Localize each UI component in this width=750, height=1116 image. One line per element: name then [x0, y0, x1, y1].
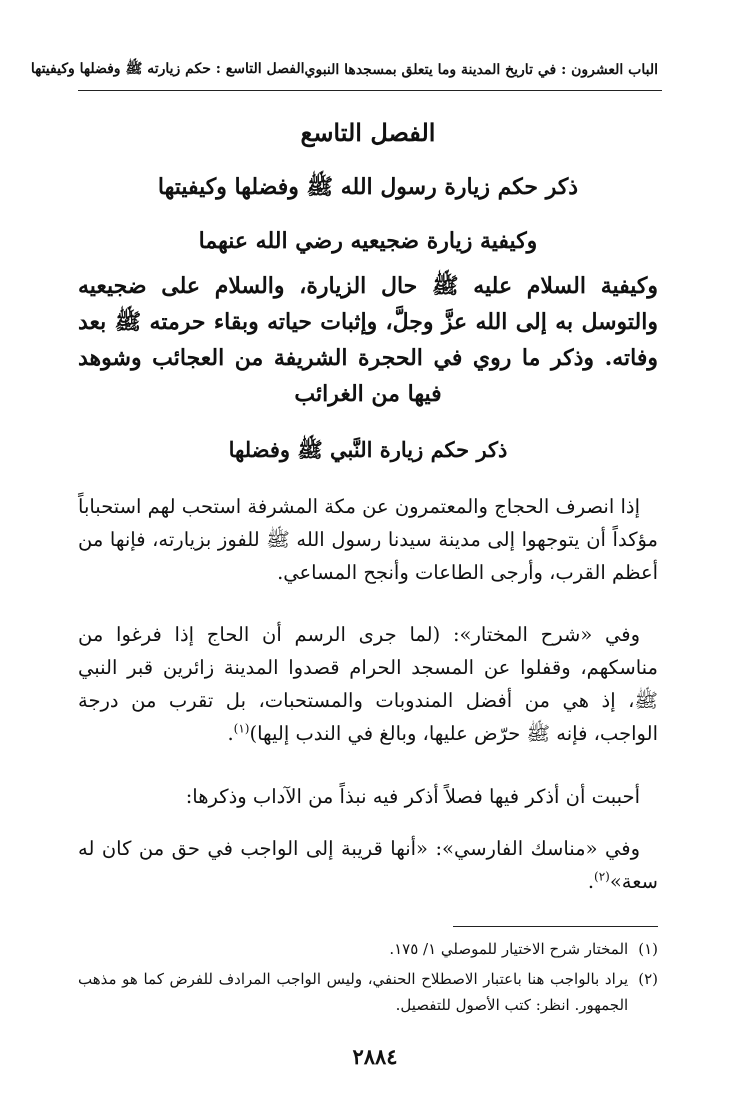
page-number: ٢٨٨٤ [352, 1044, 398, 1069]
chapter-title: الفصل التاسع [300, 118, 436, 147]
footnote-1 [78, 936, 658, 962]
heading-line-1: ذكر حكم زيارة رسول الله ﷺ وفضلها وكيفيتها [157, 174, 579, 200]
footnote-rule [453, 926, 658, 927]
paragraph-1 [78, 490, 658, 589]
paragraph-4-text: وفي «مناسك الفارسي»: «أنها قريبة إلى الواجب في حق من كان له سعة» [78, 837, 658, 893]
heading-line-3: وكيفية السلام عليه ﷺ حال الزيارة، والسلام على ضجيعيه والتوسل به إلى الله عزَّ وجلَّ، وإثبات حياته وبقاء حرمته ﷺ بعد وفاته. وذكر ما روي في الحجرة الشريفة من العجائب وشوهد فيها من الغرائب [78, 273, 658, 407]
footnote-ref-1[interactable]: (١) [233, 721, 250, 736]
paragraph-2-text: وفي «شرح المختار»: (لما جرى الرسم أن الحاج إذا فرغوا من مناسكهم، وقفلوا عن المسجد الحرام قصدوا المدينة زائرين قبر النبي ﷺ، إذ هي من أفضل المندوبات والمستحبات، بل تقرب من درجة الواجب، فإنه ﷺ حرّض عليها، وبالغ في الندب إليها) [78, 623, 658, 745]
footnotes [78, 936, 658, 1022]
paragraph-3 [78, 780, 658, 813]
section-heading: ذكر حكم زيارة النَّبي ﷺ وفضلها [228, 437, 508, 462]
footnote-number: (١) [638, 940, 658, 958]
footnote-ref-2[interactable]: (٢) [594, 869, 610, 884]
heading-line-2: وكيفية زيارة ضجيعيه رضي الله عنهما [198, 228, 538, 254]
footnote-text: يراد بالواجب هنا باعتبار الاصطلاح الحنفي، وليس الواجب المرادف للفرض كما هو مذهب الجمهور. انظر: كتب الأصول للتفصيل. [78, 970, 629, 1014]
footnote-2 [78, 966, 658, 1018]
header-chapter-title: الباب العشرون : في تاريخ المدينة وما يتعلق بمسجدها النبوي [304, 62, 658, 78]
running-header [30, 60, 658, 80]
header-rule [78, 90, 662, 91]
paragraph-1-text: إذا انصرف الحجاج والمعتمرون عن مكة المشرفة استحب لهم استحباباً مؤكداً أن يتوجهوا إلى مدينة سيدنا رسول الله ﷺ للفوز بزيارته، فإنها من أعظم القرب، وأرجى الطاعات وأنجح المساعي. [78, 495, 658, 584]
header-section-title: الفصل التاسع : حكم زيارته ﷺ وفضلها وكيفيتها [30, 61, 305, 77]
paragraph-4: وفي «مناسك الفارسي»: «أنها قريبة إلى الواجب في حق من كان له سعة»$^{(٢)}$. [78, 837, 658, 893]
paragraph-3-text: أحببت أن أذكر فيها فصلاً أذكر فيه نبذاً من الآداب وذكرها: [185, 785, 640, 808]
footnote-text: المختار شرح الاختيار للموصلي ١/ ١٧٥. [389, 940, 629, 958]
paragraph-2: وفي «شرح المختار»: (لما جرى الرسم أن الحاج إذا فرغوا من مناسكهم، وقفلوا عن المسجد الحرام قصدوا المدينة زائرين قبر النبي ﷺ، إذ هي من أفضل المندوبات والمستحبات، بل تقرب من درجة الواجب، فإنه ﷺ حرّض عليها، وبالغ في الندب إليها)$^{(١)}$. [78, 623, 658, 745]
footnote-number: (٢) [638, 970, 658, 988]
